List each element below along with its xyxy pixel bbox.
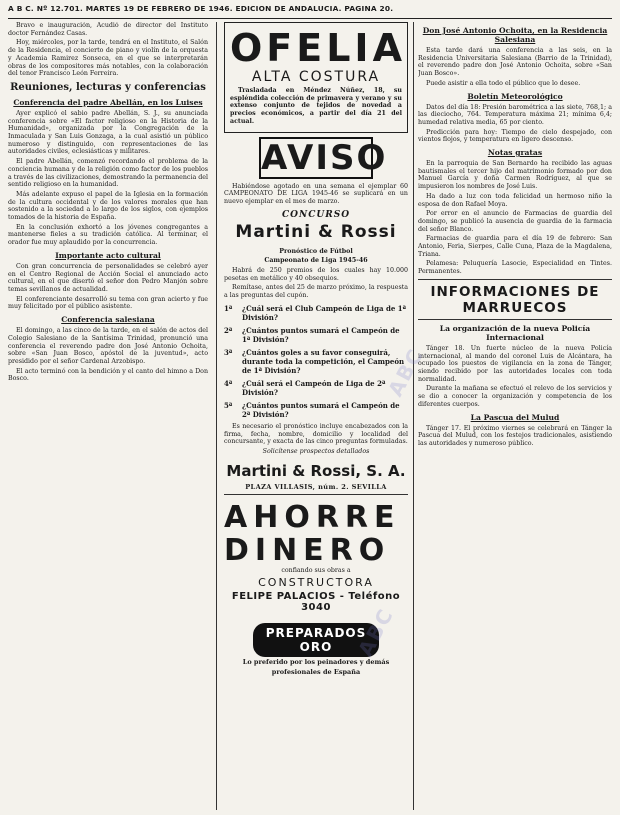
question-item: 5ª ¿Cuántos puntos sumará el Campeón de 2ª División? (224, 400, 400, 419)
ahorre-tagline: confiando sus obras a (281, 566, 351, 574)
ahorre-ad (224, 501, 408, 614)
company-address: PLAZA VILLASIS, núm. 2. SEVILLA (245, 482, 387, 491)
intro-paragraph: Hoy, miércoles, por la tarde, tendrá en el Instituto, el Salón de la Residencia, el concierto de piano y violín de la orquesta y Academia Ramirez Sonseca, en el que se interpretarán obras de los compositores más notables, con la colaboración del tenor Francisco León Ferreira. (8, 39, 208, 78)
article-title: Conferencia del padre Abellán, en los Luises (13, 97, 203, 107)
ofelia-ad (224, 22, 408, 133)
ofelia-subtitle: ALTA COSTURA (251, 69, 381, 85)
ahorre-title: AHORRE (224, 499, 401, 535)
aviso-ad (224, 137, 408, 206)
article-paragraph: Ayer explicó el sabio padre Abellán, S. J., su anunciada conferencia sobre «El factor religioso en la Historia de la Humanidad», organizada por la Congregación de la Inmaculada y San Luis Gonzaga, a la cual asistió un público numeroso y distinguido, con representaciones de las autoridades civiles, eclesiásticas y militares. (8, 109, 208, 156)
watermark: ABC (383, 343, 429, 401)
intro-paragraph: Bravo e inauguración, Acudió de director del Instituto doctor Fernández Casas. (8, 22, 208, 37)
watermark: ABC (353, 603, 399, 661)
article-title: Importante acto cultural (55, 250, 161, 260)
divider (418, 279, 612, 280)
article-paragraph: Puede asistir a ella todo el público que lo desee. (426, 79, 581, 87)
article-paragraph: Esta tarde dará una conferencia a las seis, en la Residencia Universitaria Salesiana (Barrio de la Trinidad), el reverendo padre don José Antonio Ochoita, sobre «San Juan Bosco». (418, 47, 612, 78)
article-paragraph: Tánger 17. El próximo viernes se celebrará en Tánger la Pascua del Mulud, con los festejos tradicionales, asistiendo las autoridades y numeroso público. (418, 424, 612, 447)
article-paragraph: Tánger 18. Un fuerte núcleo de la nueva Policía internacional, al mando del coronel Luis de Alcántara, ha ocupado los puestos de vigilancia en la zona de Tánger, siendo recibido por las autoridades locales con toda normalidad. (418, 344, 612, 383)
article-paragraph: El padre Abellán, comenzó recordando el problema de la conciencia humana y de la religión como factor de los pueblos a través de las civilizaciones, demostrando la permanencia del sentido religioso en la humanidad. (8, 158, 208, 189)
oro-text: Lo preferido por los peinadores y demás (242, 658, 390, 667)
question-item: 1ª ¿Cuál será el Club Campeón de Liga de 1ª División? (224, 303, 407, 322)
company-name: Martini & Rossi, S. A. (226, 461, 406, 480)
article-paragraph: Datos del día 18: Presión barométrica a las siete, 768,1; a las dieciocho, 764. Temperatura máxima 21; mínima 6,4; humedad relativa media, 65 por ciento. (418, 103, 612, 126)
concurso-label: CONCURSO (281, 209, 351, 220)
concurso-note: Es necesario el pronóstico incluye encabezados con la firma, fecha, nombre, domicilio y localidad del concursante, y exacta de las cinco preguntas formuladas. (224, 422, 408, 446)
article-title: Don José Antonio Ochoita, en la Residencia Salesiana (422, 26, 608, 44)
article-title: Boletín Meteorológico (467, 91, 563, 101)
solicitud-text: Solicítense prospectos detallados (262, 447, 370, 455)
column-divider (216, 22, 217, 810)
divider (418, 319, 612, 320)
article-paragraph: El conferenciante desarrolló su tema con gran acierto y fue muy felicitado por el público asistente. (8, 295, 208, 311)
aviso-title: AVISO (261, 137, 388, 178)
article-paragraph: El domingo, a las cinco de la tarde, en el salón de actos del Colegio Salesiano de la Santísima Trinidad, pronunció una conferencia el reverendo padre don José Antonio Ochoita, sobre «San Juan Bosco, apóstol de la juventud», acto presidido por el señor Cardenal Arzobispo. (8, 327, 208, 365)
page-header: A B C. Nº 12.701. MARTES 19 DE FEBRERO DE 1946. EDICION DE ANDALUCIA. PAGINA 20. (8, 4, 394, 13)
question-item: 3ª ¿Cuántos goles a su favor conseguirá, durante toda la competición, el Campeón de 1ª División? (224, 347, 405, 375)
article-paragraph: Más adelante expuso el papel de la Iglesia en la formación de la cultura occidental y de los valores morales que han sostenido a la sociedad a lo largo de los siglos, con ejemplos tomados de la historia de España. (8, 190, 208, 222)
header-rule (8, 18, 612, 19)
question-item: 2ª ¿Cuántos puntos sumará el Campeón de 1ª División? (224, 325, 400, 344)
constructora-label: CONSTRUCTORA (258, 576, 374, 590)
ofelia-text: Trasladada en Méndez Núñez, 18, su espléndida colección de primavera y verano y su extenso conjunto de tejidos de novedad a precios económicos, a partir del día 21 del actual. (230, 87, 402, 125)
aviso-text: Habiéndose agotado en una semana el ejemplar 60 CAMPEONATO DE LIGA 1945-46 se suplicará en un nuevo ejemplar en el mes de marzo. (224, 182, 408, 205)
divider (224, 494, 408, 495)
article-paragraph: Predicción para hoy: Tiempo de cielo despejado, con vientos flojos, y temperatura en ligero descenso. (418, 128, 612, 144)
concurso-ad (224, 210, 408, 491)
article-title: Conferencia salesiana (61, 315, 155, 325)
martini-rossi-logo: Martini & Rossi (235, 221, 397, 242)
article-paragraph: Pelamesa: Peluquería Lasocie, Especialidad en Tintes. Permanentes. (418, 260, 612, 276)
column-divider (413, 22, 414, 810)
right-column (418, 22, 612, 812)
felipe-palacios: FELIPE PALACIOS - Teléfono 3040 (231, 591, 401, 614)
concurso-text: Remítase, antes del 25 de marzo próximo, la respuesta a las preguntas del cupón. (224, 284, 408, 300)
dinero-title: DINERO (224, 532, 391, 568)
pronostico-label: Pronóstico de Fútbol (279, 247, 353, 255)
article-paragraph: En la parroquia de San Bernardo ha recibido las aguas bautismales el tercer hijo del matrimonio formado por don Manuel García y doña Carmen Rodríguez, al que se impusieron los nombres de José Luis. (418, 160, 612, 191)
left-column (8, 22, 208, 812)
article-paragraph: En la conclusión exhortó a los jóvenes congregantes a mantenerse fieles a su tradición católica. Al terminar, el orador fue muy aplaudido por la concurrencia. (8, 223, 208, 247)
middle-column (224, 22, 408, 812)
article-paragraph: El acto terminó con la bendición y el canto del himno a Don Bosco. (8, 367, 208, 383)
oro-text: profesionales de España (271, 668, 361, 677)
article-title: La Pascua del Mulud (470, 412, 560, 422)
article-paragraph: Farmacias de guardia para el día 19 de febrero: San Antonio, Feria, Sierpes, Calle Cuna, Plaza de la Magdalena, Triana. (418, 235, 612, 258)
campeonato-label: Campeonato de Liga 1945-46 (264, 257, 368, 265)
article-paragraph: Durante la mañana se efectuó el relevo de los servicios y se dio a conocer la organización y competencia de los diferentes cuerpos. (418, 385, 612, 408)
informaciones-title: INFORMACIONES DE MARRUECOS (430, 283, 600, 316)
article-paragraph: Con gran concurrencia de personalidades se celebró ayer en el Centro Regional de Acción Social el anunciado acto cultural, en el que disertó el señor don Pedro Manjón sobre temas sevillanos de actualidad. (8, 262, 208, 293)
oro-logo: PREPARADOS ORO (253, 623, 379, 657)
article-title: Notas gratas (487, 148, 543, 158)
concurso-text: Habrá de 250 premios de los cuales hay 10.000 pesetas en metálico y 40 obsequios. (224, 267, 408, 282)
article-paragraph: Ha dado a luz con toda felicidad un hermoso niño la esposa de don Rafael Moya. (418, 192, 612, 208)
ofelia-title: OFELIA (230, 26, 406, 70)
article-paragraph: Por error en el anuncio de Farmacias de guardia del domingo, se publicó la ausencia de guardia de la farmacia del señor Blanco. (418, 210, 612, 233)
article-title: La organización de la nueva Policía Internacional (439, 323, 591, 342)
question-item: 4ª ¿Cuál será el Campeón de Liga de 2ª División? (224, 378, 386, 397)
section-title: Reuniones, lecturas y conferencias (10, 81, 206, 93)
